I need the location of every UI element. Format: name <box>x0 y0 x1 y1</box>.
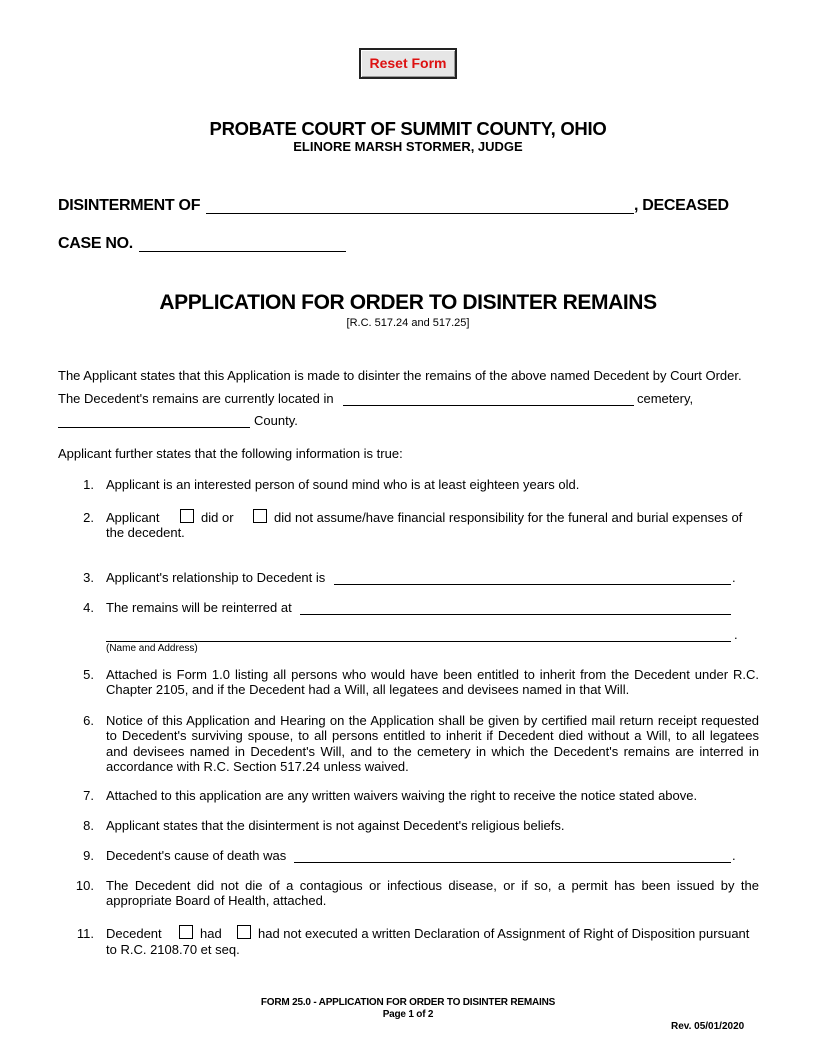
did-checkbox[interactable] <box>180 509 194 523</box>
deceased-label: , DECEASED <box>634 197 729 214</box>
intro-line2: The Decedent's remains are currently located in <box>58 391 334 406</box>
disinterment-label: DISINTERMENT OF <box>58 197 201 214</box>
item-3-text: Applicant's relationship to Decedent is <box>106 570 326 585</box>
item-5-text: Attached is Form 1.0 listing all persons who would have been entitled to inherit from the Decedent under R.C. Chapter 2105, and if the Decedent had a Will, all legatees and devisees named in that Will. <box>106 667 759 698</box>
item-number: 8. <box>83 818 94 833</box>
item-number: 4. <box>83 600 94 615</box>
footer-form-name: FORM 25.0 - APPLICATION FOR ORDER TO DISINTER REMAINS <box>260 997 556 1008</box>
reinter-address-field[interactable] <box>106 627 731 642</box>
item-number: 10. <box>75 878 94 893</box>
cemetery-field[interactable] <box>343 391 634 406</box>
had-not-checkbox[interactable] <box>237 925 251 939</box>
footer-revision: Rev. 05/01/2020 <box>671 1021 745 1032</box>
item-11-line2: to R.C. 2108.70 et seq. <box>106 942 240 957</box>
footer-page: Page 1 of 2 <box>382 1009 434 1020</box>
item-9-text: Decedent's cause of death was <box>106 848 287 863</box>
had-checkbox[interactable] <box>179 925 193 939</box>
reinter-location-field[interactable] <box>300 600 731 615</box>
item-8-text: Applicant states that the disinterment is not against Decedent's religious beliefs. <box>106 818 565 833</box>
item-11-decedent: Decedent <box>106 926 162 941</box>
item-2-rest: did not assume/have financial responsibility for the funeral and burial expenses of <box>274 510 743 525</box>
item-number: 3. <box>83 570 94 585</box>
item-number: 5. <box>83 667 94 682</box>
county-field[interactable] <box>58 413 250 428</box>
statute-citation: [R.C. 517.24 and 517.25] <box>346 317 470 329</box>
item-10-text: The Decedent did not die of a contagious or infectious disease, or if so, a permit has been issued by the appropriate Board of Health, attached. <box>106 878 759 909</box>
item-11-rest: had not executed a written Declaration of Assignment of Right of Disposition pursuant <box>258 926 750 941</box>
item-4-text: The remains will be reinterred at <box>106 600 292 615</box>
did-not-checkbox[interactable] <box>253 509 267 523</box>
item-6-text: Notice of this Application and Hearing on the Application shall be given by certified mail return receipt requested to Decedent's surviving spouse, to all persons entitled to inherit if Decedent died without a Will, to all legatees and devisees named in Decedent's Will, and to the cemetery in which the Decedent's remains are interred in accordance with R.C. Section 517.24 unless waived. <box>106 713 759 774</box>
form-title: APPLICATION FOR ORDER TO DISINTER REMAINS <box>159 291 657 314</box>
item-number: 9. <box>83 848 94 863</box>
name-address-hint: (Name and Address) <box>106 643 198 654</box>
item-number: 7. <box>83 788 94 803</box>
item-2-did: did or <box>201 510 234 525</box>
item-number: 2. <box>83 510 94 525</box>
item-11-had: had <box>200 926 222 941</box>
county-label: County. <box>254 413 298 428</box>
further-statement: Applicant further states that the following information is true: <box>58 446 403 461</box>
item-number: 6. <box>83 713 94 728</box>
judge-name: ELINORE MARSH STORMER, JUDGE <box>293 139 523 154</box>
item-2-applicant: Applicant <box>106 510 160 525</box>
item-2-line2: the decedent. <box>106 525 185 540</box>
case-no-label: CASE NO. <box>58 235 133 252</box>
intro-line1: The Applicant states that this Application is made to disinter the remains of the above named Decedent by Court Order. <box>58 368 742 383</box>
court-name: PROBATE COURT OF SUMMIT COUNTY, OHIO <box>209 118 607 139</box>
item-number: 11. <box>76 926 94 941</box>
item-1-text: Applicant is an interested person of sound mind who is at least eighteen years old. <box>106 477 580 492</box>
cemetery-label: cemetery, <box>637 391 694 406</box>
cause-of-death-field[interactable] <box>294 848 731 863</box>
reset-form-button[interactable]: Reset Form <box>359 48 457 79</box>
decedent-name-field[interactable] <box>206 197 634 214</box>
item-7-text: Attached to this application are any written waivers waiving the right to receive the notice stated above. <box>106 788 698 803</box>
item-number: 1. <box>83 477 94 492</box>
relationship-field[interactable] <box>334 570 731 585</box>
case-no-field[interactable] <box>139 235 346 252</box>
